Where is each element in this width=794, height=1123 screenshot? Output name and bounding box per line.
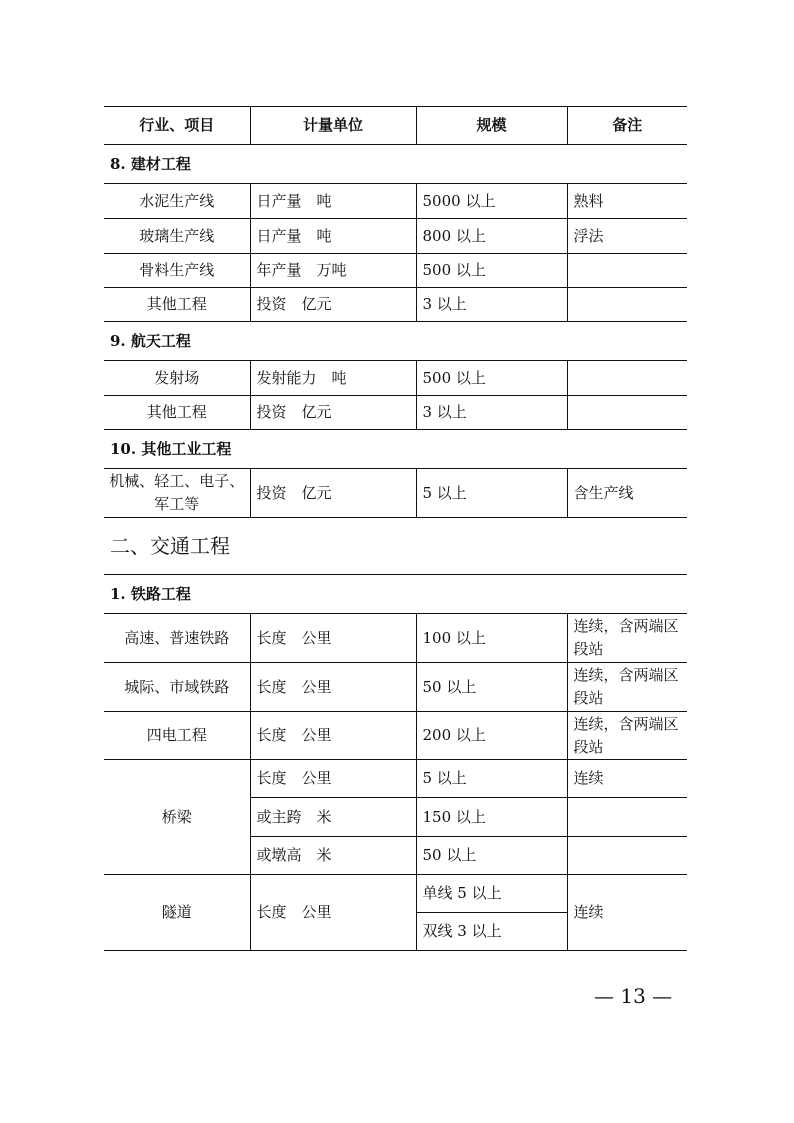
section-row — [104, 145, 687, 184]
scale-cell: 500 以上 — [416, 361, 567, 396]
note-cell — [567, 798, 687, 837]
note-cell: 连续 — [567, 760, 687, 798]
note-cell: 浮法 — [567, 219, 687, 254]
table-row — [104, 288, 687, 322]
section-row — [104, 575, 687, 614]
section-transport: 二、交通工程 — [104, 518, 687, 575]
scale-cell: 5000 以上 — [416, 184, 567, 219]
unit-cell: 投资 亿元 — [250, 469, 416, 518]
unit-cell: 或主跨 米 — [250, 798, 416, 837]
table-row — [104, 469, 687, 518]
unit-cell: 长度 公里 — [250, 712, 416, 760]
note-cell: 连续 — [567, 875, 687, 951]
unit-cell: 日产量 吨 — [250, 184, 416, 219]
item-cell: 桥梁 — [104, 760, 250, 875]
scale-cell: 5 以上 — [416, 760, 567, 798]
item-cell: 城际、市域铁路 — [104, 663, 250, 712]
item-cell: 其他工程 — [104, 396, 250, 430]
section-row — [104, 430, 687, 469]
section-aerospace: 9. 航天工程 — [104, 322, 687, 361]
scale-cell: 5 以上 — [416, 469, 567, 518]
scale-cell: 150 以上 — [416, 798, 567, 837]
item-cell: 高速、普速铁路 — [104, 614, 250, 663]
header-industry: 行业、项目 — [104, 107, 250, 145]
table-row — [104, 361, 687, 396]
table-header-row — [104, 107, 687, 145]
unit-cell: 长度 公里 — [250, 663, 416, 712]
scale-cell: 50 以上 — [416, 837, 567, 875]
item-cell: 隧道 — [104, 875, 250, 951]
section-row — [104, 322, 687, 361]
scale-cell: 3 以上 — [416, 396, 567, 430]
table-row — [104, 219, 687, 254]
unit-cell: 日产量 吨 — [250, 219, 416, 254]
page-number: — 13 — — [594, 984, 673, 1008]
item-cell: 其他工程 — [104, 288, 250, 322]
item-cell: 四电工程 — [104, 712, 250, 760]
header-note: 备注 — [567, 107, 687, 145]
note-cell — [567, 396, 687, 430]
note-cell: 熟料 — [567, 184, 687, 219]
unit-cell: 长度 公里 — [250, 875, 416, 951]
unit-cell: 投资 亿元 — [250, 396, 416, 430]
scale-cell: 双线 3 以上 — [416, 913, 567, 951]
table-row — [104, 396, 687, 430]
unit-cell: 长度 公里 — [250, 614, 416, 663]
note-cell: 连续，含两端区段站 — [567, 614, 687, 663]
scale-cell: 100 以上 — [416, 614, 567, 663]
note-cell: 连续，含两端区段站 — [567, 663, 687, 712]
table-row — [104, 663, 687, 712]
note-cell: 含生产线 — [567, 469, 687, 518]
section-building-materials: 8. 建材工程 — [104, 145, 687, 184]
note-cell — [567, 361, 687, 396]
table-row — [104, 875, 687, 913]
section-railway: 1. 铁路工程 — [104, 575, 687, 614]
project-scale-table — [104, 106, 687, 951]
unit-cell: 投资 亿元 — [250, 288, 416, 322]
item-cell: 玻璃生产线 — [104, 219, 250, 254]
note-cell — [567, 254, 687, 288]
unit-cell: 年产量 万吨 — [250, 254, 416, 288]
scale-cell: 200 以上 — [416, 712, 567, 760]
unit-cell: 或墩高 米 — [250, 837, 416, 875]
note-cell — [567, 288, 687, 322]
table-row — [104, 254, 687, 288]
note-cell: 连续，含两端区段站 — [567, 712, 687, 760]
unit-cell: 发射能力 吨 — [250, 361, 416, 396]
unit-cell: 长度 公里 — [250, 760, 416, 798]
item-cell: 水泥生产线 — [104, 184, 250, 219]
table-row — [104, 760, 687, 798]
header-scale: 规模 — [416, 107, 567, 145]
table-row — [104, 614, 687, 663]
item-cell: 骨料生产线 — [104, 254, 250, 288]
note-cell — [567, 837, 687, 875]
header-unit: 计量单位 — [250, 107, 416, 145]
scale-cell: 500 以上 — [416, 254, 567, 288]
item-cell: 机械、轻工、电子、军工等 — [104, 469, 250, 518]
scale-cell: 800 以上 — [416, 219, 567, 254]
table-row — [104, 184, 687, 219]
scale-cell: 3 以上 — [416, 288, 567, 322]
scale-cell: 50 以上 — [416, 663, 567, 712]
scale-cell: 单线 5 以上 — [416, 875, 567, 913]
table-row — [104, 712, 687, 760]
section-other-industry: 10. 其他工业工程 — [104, 430, 687, 469]
item-cell: 发射场 — [104, 361, 250, 396]
section-row — [104, 518, 687, 575]
